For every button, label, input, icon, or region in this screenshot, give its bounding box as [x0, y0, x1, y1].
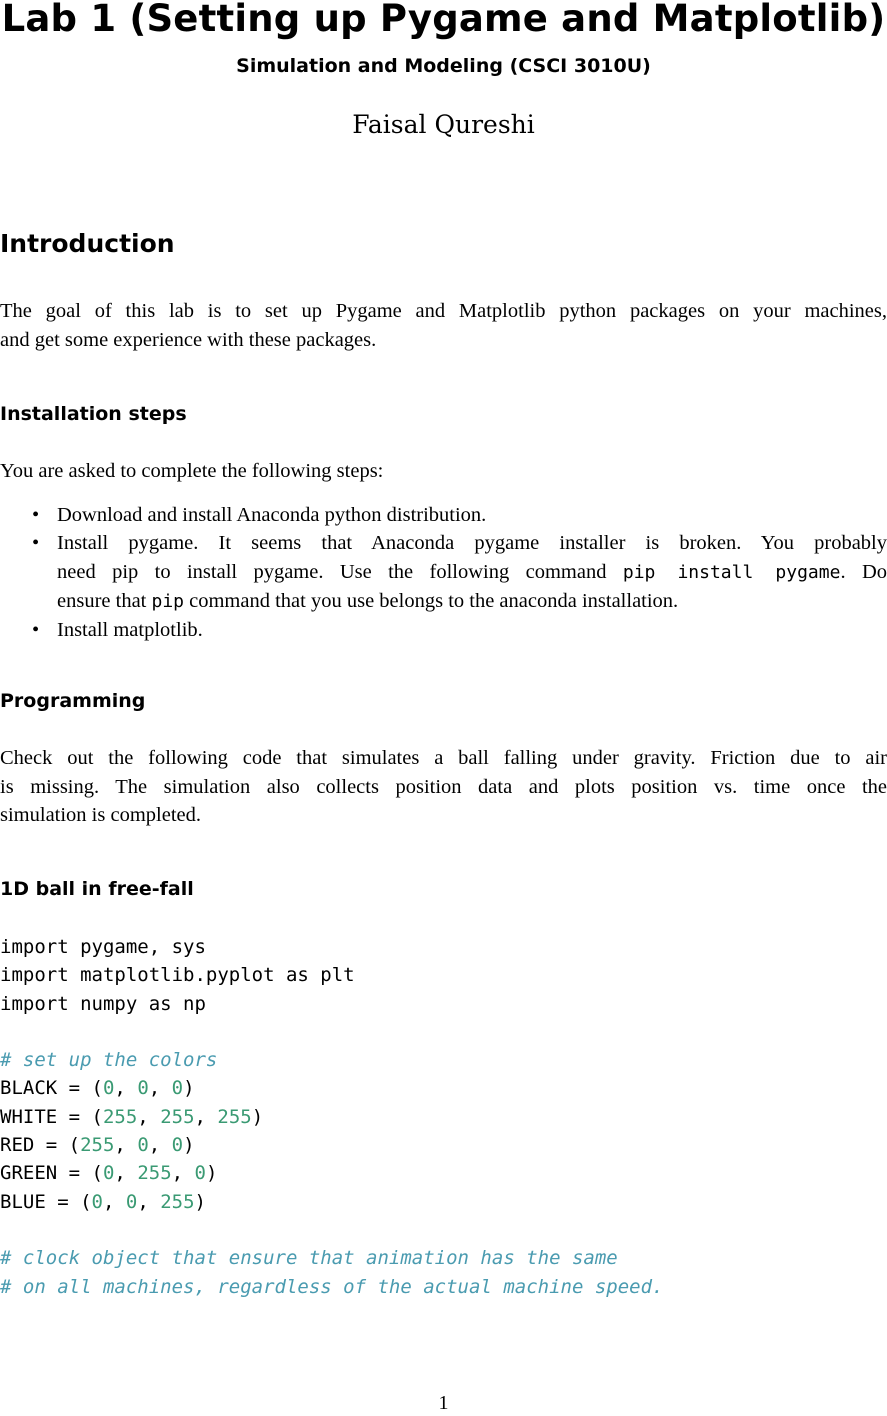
- author-name: Faisal Qureshi: [352, 110, 535, 139]
- list-item-text: Install pygame. It seems that Anaconda pygame installer is broken. You probably: [57, 532, 887, 555]
- list-item: [0, 501, 887, 529]
- introduction-line: and get some experience with these packages.: [0, 328, 377, 351]
- list-item-text: Install matplotlib.: [57, 619, 203, 642]
- code-number: 255: [160, 1105, 195, 1128]
- inline-code: pip install pygame: [622, 561, 841, 583]
- list-item-text: [57, 558, 887, 587]
- code-comment: # on all machines, regardless of the actual machine speed.: [0, 1275, 664, 1298]
- code-number: 0: [91, 1190, 103, 1213]
- code-line: BLACK = (0, 0, 0): [0, 1077, 195, 1100]
- code-comment: # clock object that ensure that animation has the same: [0, 1247, 618, 1270]
- inline-code: pip: [151, 590, 185, 612]
- installation-heading: Installation steps: [0, 403, 187, 425]
- code-blank-line: [0, 1018, 663, 1046]
- code-blank-line: [0, 1216, 663, 1244]
- code-line: import numpy as np: [0, 992, 206, 1015]
- code-number: 0: [171, 1077, 184, 1100]
- code-number: 0: [171, 1134, 184, 1157]
- code-line: import matplotlib.pyplot as plt: [0, 964, 355, 987]
- list-item-text: Download and install Anaconda python distribution.: [57, 504, 487, 526]
- installation-steps-list: [0, 501, 887, 644]
- code-line: RED = (255, 0, 0): [0, 1134, 195, 1157]
- code-number: 255: [217, 1105, 252, 1128]
- code-line: BLUE = (0, 0, 255): [0, 1190, 206, 1213]
- page-number: 1: [438, 1392, 449, 1414]
- programming-line: is missing. The simulation also collects position data and plots position vs. time once the: [0, 775, 887, 798]
- bullet-icon: •: [32, 619, 40, 642]
- code-number: 0: [102, 1077, 115, 1100]
- programming-line: simulation is completed.: [0, 804, 201, 826]
- text-run: . Do: [840, 560, 887, 583]
- introduction-line: The goal of this lab is to set up Pygame and Matplotlib python packages on your machines,: [0, 300, 887, 322]
- code-number: 255: [80, 1134, 115, 1157]
- ball-heading: 1D ball in free-fall: [0, 878, 194, 900]
- introduction-heading: Introduction: [0, 229, 175, 258]
- programming-line: Check out the following code that simulates a ball falling under gravity. Friction due to air: [0, 747, 887, 769]
- code-number: 0: [194, 1162, 206, 1185]
- installation-intro: [0, 457, 887, 486]
- installation-intro-text: You are asked to complete the following steps:: [0, 460, 384, 482]
- text-run: command that you use belongs to the anaconda installation.: [184, 589, 679, 612]
- code-block: [0, 933, 663, 1301]
- code-identifier: BLUE: [0, 1190, 46, 1213]
- introduction-paragraph: [0, 297, 887, 354]
- list-item-text: [57, 587, 887, 616]
- programming-paragraph: [0, 744, 887, 830]
- code-identifier: RED: [0, 1134, 35, 1157]
- programming-heading: Programming: [0, 690, 146, 712]
- code-line: WHITE = (255, 255, 255): [0, 1105, 264, 1128]
- text-run: ensure that: [57, 589, 152, 612]
- code-identifier: GREEN: [0, 1162, 58, 1185]
- list-item: [0, 529, 887, 616]
- document-title: Lab 1 (Setting up Pygame and Matplotlib): [1, 0, 886, 40]
- code-number: 0: [137, 1134, 149, 1157]
- list-item: [0, 616, 887, 644]
- document-subtitle: Simulation and Modeling (CSCI 3010U): [236, 55, 651, 77]
- code-number: 255: [102, 1105, 138, 1128]
- code-number: 255: [160, 1190, 195, 1213]
- code-number: 255: [137, 1162, 172, 1185]
- code-number: 0: [137, 1077, 149, 1100]
- text-run: need pip to install pygame. Use the following command: [57, 560, 623, 583]
- code-line: GREEN = (0, 255, 0): [0, 1162, 218, 1185]
- code-comment: # set up the colors: [0, 1049, 218, 1072]
- bullet-icon: •: [32, 532, 40, 555]
- bullet-icon: •: [32, 504, 40, 526]
- code-identifier: BLACK: [0, 1077, 58, 1100]
- code-line: import pygame, sys: [0, 936, 206, 958]
- code-identifier: WHITE: [0, 1105, 58, 1128]
- code-number: 0: [125, 1190, 138, 1213]
- code-number: 0: [102, 1162, 115, 1185]
